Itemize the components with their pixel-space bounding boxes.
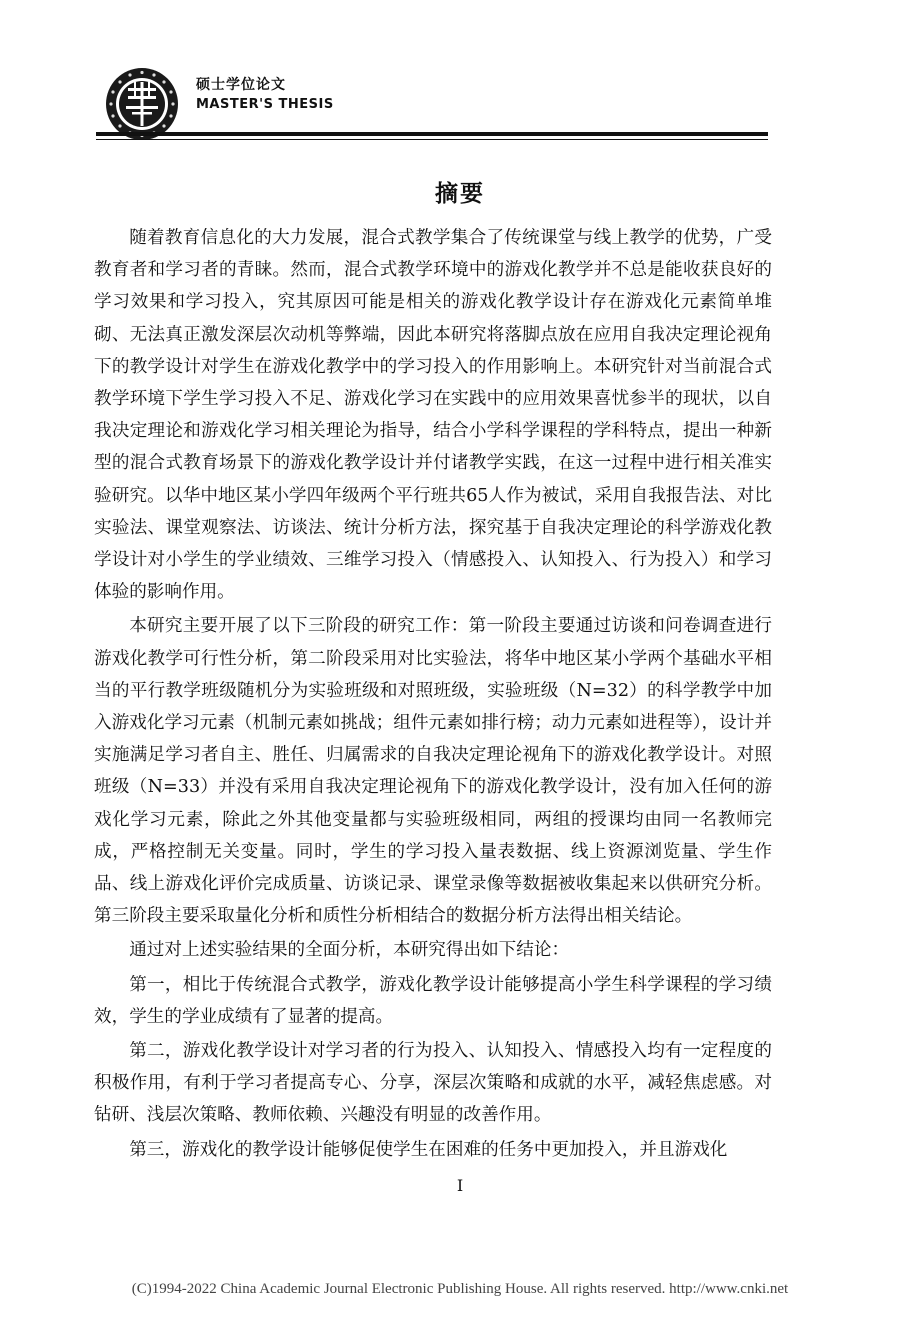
abstract-paragraph-2: 本研究主要开展了以下三阶段的研究工作：第一阶段主要通过访谈和问卷调查进行游戏化教学可行性分析，第二阶段采用对比实验法，将华中地区某小学两个基础水平相当的平行教学班级随机分为实验班级和对照班级，实验班级（N=32）的科学教学中加入游戏化学习元素（机制元素如挑战；组件元素如排行榜；动力元素如进程等），设计并实施满足学习者自主、胜任、归属需求的自我决定理论视角下的游戏化教学设计。对照班级（N=33）并没有采用自我决定理论视角下的游戏化教学设计，没有加入任何的游戏化学习元素，除此之外其他变量都与实验班级相同，两组的授课均由同一名教师完成，严格控制无关变量。同时，学生的学习投入量表数据、线上资源浏览量、学生作品、线上游戏化评价完成质量、访谈记录、课堂录像等数据被收集起来以供研究分析。第三阶段主要采取量化分析和质性分析相结合的数据分析方法得出相关结论。 bbox=[94, 616, 772, 927]
header-text-block bbox=[196, 78, 334, 111]
abstract-paragraph-6: 第三，游戏化的教学设计能够促使学生在困难的任务中更加投入，并且游戏化 bbox=[129, 1139, 728, 1160]
abstract-body bbox=[94, 222, 772, 1168]
header-rule-thick bbox=[96, 132, 768, 136]
abstract-paragraph-3: 通过对上述实验结果的全面分析，本研究得出如下结论： bbox=[129, 940, 570, 961]
header-rule-thin bbox=[96, 139, 768, 140]
header-title-cn: 硕士学位论文 bbox=[196, 77, 286, 93]
abstract-title: 摘要 bbox=[435, 181, 485, 207]
page-number: I bbox=[456, 1176, 464, 1195]
header-title-en: MASTER'S THESIS bbox=[196, 97, 334, 112]
copyright-footer: (C)1994-2022 China Academic Journal Electronic Publishing House. All rights reserved. http://www.cnki.net bbox=[131, 1281, 789, 1297]
abstract-paragraph-4: 第一，相比于传统混合式教学，游戏化教学设计能够提高小学生科学课程的学习绩效，学生的学业成绩有了显著的提高。 bbox=[94, 974, 772, 1027]
university-seal-icon bbox=[104, 66, 180, 142]
abstract-paragraph-1: 随着教育信息化的大力发展，混合式教学集合了传统课堂与线上教学的优势，广受教育者和学习者的青睐。然而，混合式教学环境中的游戏化教学并不总是能收获良好的学习效果和学习投入，究其原因可能是相关的游戏化教学设计存在游戏化元素简单堆砌、无法真正激发深层次动机等弊端，因此本研究将落脚点放在应用自我决定理论视角下的教学设计对学生在游戏化教学中的学习投入的作用影响上。本研究针对当前混合式教学环境下学生学习投入不足、游戏化学习在实践中的应用效果喜忧参半的现状，以自我决定理论和游戏化学习相关理论为指导，结合小学科学课程的学科特点，提出一种新型的混合式教育场景下的游戏化教学设计并付诸教学实践，在这一过程中进行相关准实验研究。以华中地区某小学四年级两个平行班共65人作为被试，采用自我报告法、对比实验法、课堂观察法、访谈法、统计分析方法，探究基于自我决定理论的科学游戏化教学设计对小学生的学业绩效、三维学习投入（情感投入、认知投入、行为投入）和学习体验的影响作用。 bbox=[94, 228, 772, 603]
thesis-header bbox=[0, 0, 920, 150]
abstract-paragraph-5: 第二，游戏化教学设计对学习者的行为投入、认知投入、情感投入均有一定程度的积极作用，有利于学习者提高专心、分享，深层次策略和成就的水平，减轻焦虑感。对钻研、浅层次策略、教师依赖、兴趣没有明显的改善作用。 bbox=[94, 1041, 772, 1126]
